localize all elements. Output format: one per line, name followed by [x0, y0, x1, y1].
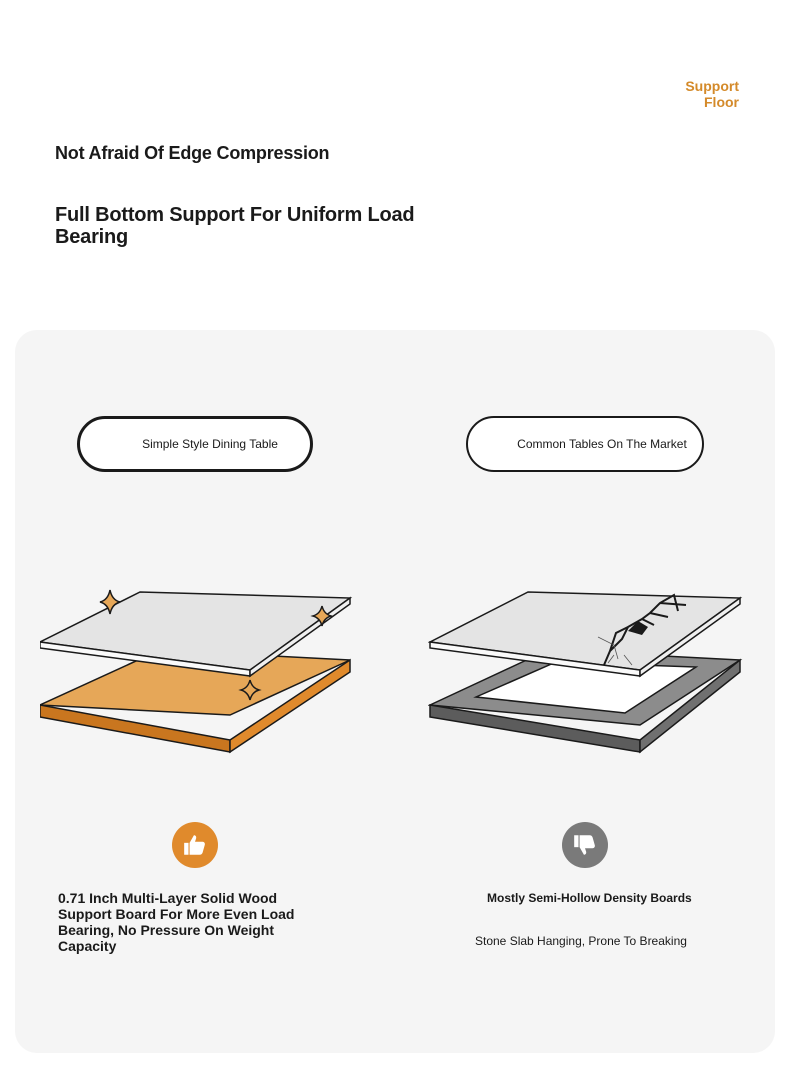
- thumbs-down-badge: [562, 822, 608, 868]
- pill-right-label: Common Tables On The Market: [517, 437, 687, 451]
- thumbs-up-icon: [182, 832, 208, 858]
- comparison-panel: [15, 330, 775, 1053]
- pill-common-tables: [466, 416, 704, 472]
- hollow-frame-illustration: [428, 555, 758, 755]
- left-description: 0.71 Inch Multi-Layer Solid Wood Support Board For More Even Load Bearing, No Pressure On Weight Capacity: [58, 890, 295, 954]
- right-description-material: Mostly Semi-Hollow Density Boards: [487, 891, 692, 905]
- thumbs-up-badge: [172, 822, 218, 868]
- pill-left-label: Simple Style Dining Table: [142, 437, 278, 451]
- pill-simple-style-dining-table: [77, 416, 313, 472]
- solid-board-illustration: [40, 550, 370, 760]
- headline-edge-compression: Not Afraid Of Edge Compression: [55, 143, 330, 163]
- support-floor-label: [619, 78, 739, 110]
- right-description-breaking: Stone Slab Hanging, Prone To Breaking: [475, 934, 687, 948]
- headline-full-bottom-support: Full Bottom Support For Uniform Load Bearing: [55, 204, 415, 248]
- support-floor-line-2: Floor: [704, 94, 739, 110]
- support-floor-line-1: Support: [685, 78, 739, 94]
- thumbs-down-icon: [572, 832, 598, 858]
